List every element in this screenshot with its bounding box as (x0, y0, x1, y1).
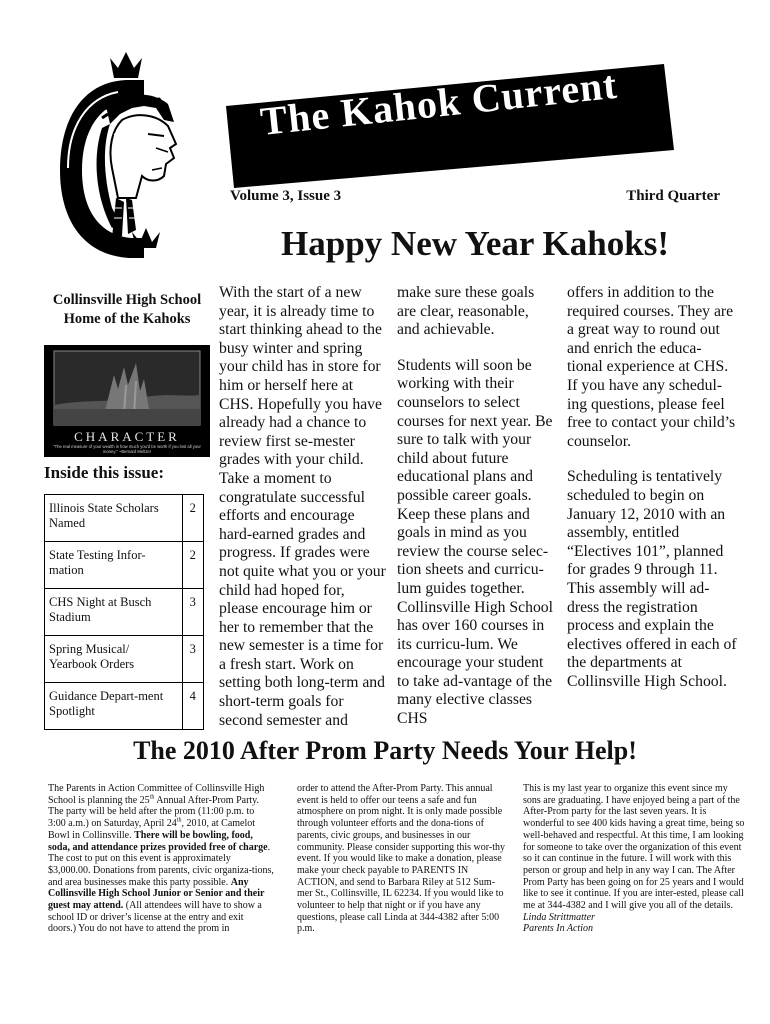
toc-item-title: Guidance Depart-ment Spotlight (45, 683, 183, 730)
article1-paragraph: Scheduling is tentatively scheduled to begin on January 12, 2010 with an assembly, entitled “Electives 101”, planned for grades 9 through 11. This assembly will ad-dress the registration process and explain the electives offered in each of the departments at Collinsville High School. (567, 468, 737, 690)
main-headline: Happy New Year Kahoks! (281, 224, 669, 263)
issue-number: Volume 3, Issue 3 (230, 188, 342, 204)
toc-item-page: 2 (182, 542, 203, 589)
toc-item-title: CHS Night at Busch Stadium (45, 589, 183, 636)
toc-item-page: 3 (182, 589, 203, 636)
signature-organization: Parents In Action (523, 923, 593, 935)
toc-row (45, 495, 204, 542)
toc-item-page: 2 (182, 495, 203, 542)
article2-column-1 (48, 783, 274, 935)
toc-item-page: 4 (182, 683, 203, 730)
article1-paragraph: Students will soon be working with their counselors to select courses for next year. Be sure to talk with your child about future educational plans and possible career goals. Keep these plans and goals in mind as you review the course selec-tion sheets and curricu-lum guides together. Collinsville High School has over 160 courses in its curricu-lum. We encourage your student to take ad-vantage of the many elective classes CHS (397, 356, 554, 728)
toc-row (45, 683, 204, 730)
article1-paragraph: With the start of a new year, it is already time to start thinking ahead to the busy winter and spring your child has in store for him or herself here at CHS. Hopefully you have already had a chance to review first se-mester grades with your child. Take a moment to congratulate successful efforts and encourage hard-earned grades and progress. If grades were not quite what you or your child had hoped for, please encourage him or her to remember that the new semester is a time for a fresh start. Work on setting both long-term and short-term goals for second semester and (219, 284, 386, 729)
school-logo (52, 48, 222, 263)
table-of-contents (44, 494, 204, 730)
article2-column-2 (297, 783, 509, 935)
masthead-banner (218, 58, 678, 188)
toc-row (45, 589, 204, 636)
school-tagline: Home of the Kahoks (63, 311, 191, 327)
toc-item-page: 3 (182, 636, 203, 683)
school-name: Collinsville High School (52, 292, 202, 308)
article2-paragraph: The Parents in Action Committee of Collinsville High School is planning the 25th Annual After-Prom Party. The party will be held after the prom (11:00 p.m. to 3:00 a.m.) on Saturday, April 24th, 2010, at Camelot Bowl in Collinsville. There will be bowling, food, soda, and attendance prizes provided free of charge. The cost to put on this event is approximately $3,000.00. Donations from parents, civic organiza-tions, and area businesses make this party possible. Any Collinsville High School Junior or Senior and their guest may attend. (All attendees will have to show a school ID or driver’s license at the entry and exit doors.) You do not have to attend the prom in (48, 783, 274, 935)
article1-paragraph: offers in addition to the required courses. They are a great way to round out and enrich the educa-tional experience at CHS. If you have any schedul-ing questions, please feel free to contact your child’s counselor. (567, 284, 736, 450)
masthead-title: The Kahok Current (258, 61, 620, 145)
character-poster (44, 345, 210, 457)
after-prom-headline: The 2010 After Prom Party Needs Your Help! (133, 736, 637, 765)
article2-paragraph: This is my last year to organize this event since my sons are graduating. I have enjoyed being a part of the After-Prom party for the last seven years. It is wonderful to see 400 kids having a great time, being so well-behaved and respectful. At this time, I am looking for someone to take over the organization of this event so it can continue in the future. I will work with this person or group and help in any way I can. The After Prom Party has been going on for 25 years and I would like to see it continue. If you are inter-ested, please call me at 344-4382 and I will give you all of the details. (523, 783, 745, 912)
toc-item-title: Illinois State Scholars Named (45, 495, 183, 542)
article1-column-3 (567, 284, 737, 691)
article2-column-3 (523, 783, 747, 935)
poster-quote: "The real measure of your wealth is how much you'd be worth if you lost all your money." ~Bernard Meltzer (53, 444, 201, 454)
article1-paragraph: make sure these goals are clear, reasonable, and achievable. (397, 284, 535, 339)
school-name-block (44, 291, 210, 329)
article2-paragraph: order to attend the After-Prom Party. This annual event is held to offer our teens a safe and fun atmosphere on prom night. It is only made possible through volunteer efforts and the dona-tions of parents, civic groups, and businesses in our community. Please consider supporting this wor-thy event. If you would like to make a donation, please make your check payable to PARENTS IN ACTION, and send to Barbara Riley at 512 Sum-mer St., Collinsville, IL 62234. If you would like to volunteer to help that night or if you have any questions, please call Linda at 344-4382 after 5:00 p.m. (297, 783, 506, 935)
toc-row (45, 542, 204, 589)
article1-column-1 (219, 284, 387, 730)
poster-word: CHARACTER (74, 429, 180, 444)
toc-item-title: State Testing Infor-mation (45, 542, 183, 589)
article1-column-2 (397, 284, 555, 729)
toc-item-title: Spring Musical/ Yearbook Orders (45, 636, 183, 683)
inside-this-issue-title: Inside this issue: (44, 463, 164, 482)
toc-row (45, 636, 204, 683)
issue-quarter: Third Quarter (626, 188, 720, 204)
signature-name: Linda Strittmatter (523, 911, 595, 923)
